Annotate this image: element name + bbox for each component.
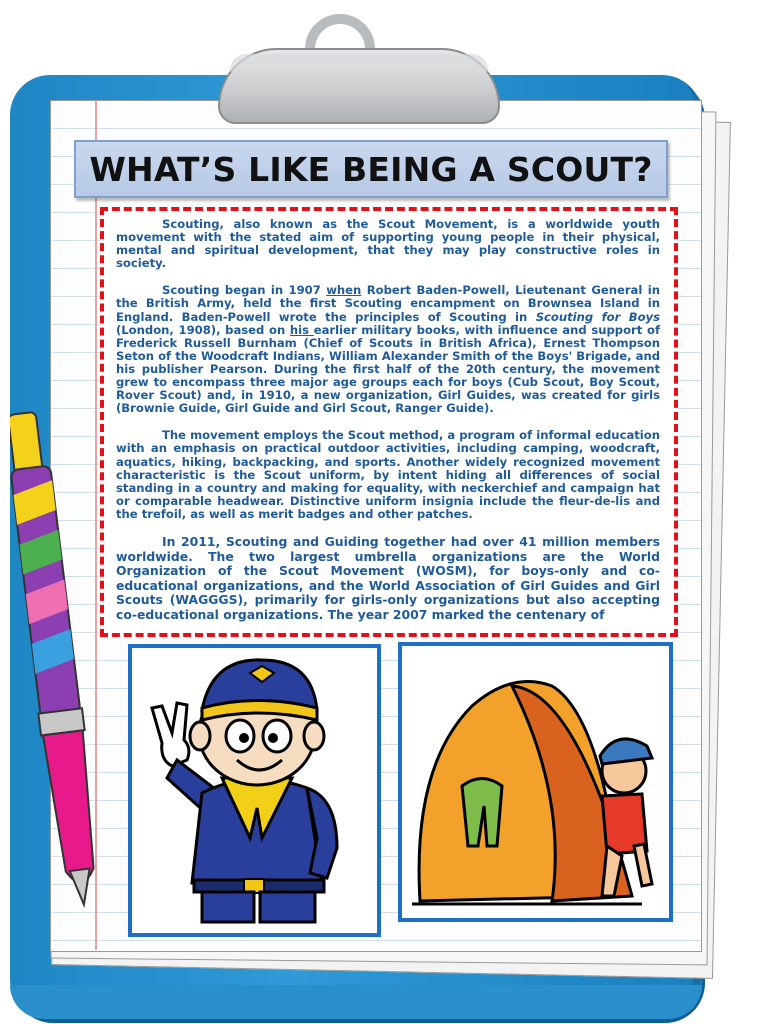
book-title: Scouting for Boys <box>535 309 660 324</box>
paragraph-2-part-d: earlier military books, with influence and support of Frederick Russell Burnham (Chief of Scouts in British Africa), Ernest Thompson Seton of the Woodcraft Indians, William Alexander Smith of the Boys' Brigade, and his publisher Pearson. During the first half of the 20th century, the movement grew to encompass three major age groups each for boys (Cub Scout, Boy Scout, Rover Scout) and, in 1910, a new organization, Girl Guides, was created for girls (Brownie Guide, Girl Guide and Girl Scout, Ranger Guide). <box>116 322 660 416</box>
clip-highlight <box>230 54 488 72</box>
picture-frame-right <box>398 642 673 922</box>
text-frame <box>100 207 678 637</box>
underlined-word-his: his <box>289 322 314 337</box>
paragraph-2-start: Scouting began in 1907 <box>162 283 327 298</box>
pen-icon <box>10 400 120 925</box>
underlined-word-when: when <box>326 283 362 298</box>
paragraph-2-part-b: Robert Baden-Powell, Lieutenant General in the British Army, held the first Scouting encampment on Brownsea Island in England. Baden-Powell wrote the principles of Scouting in <box>116 283 660 324</box>
picture-frame-left <box>128 644 381 937</box>
title-box <box>74 140 668 198</box>
paragraph-2-part-c: (London, 1908), based on <box>116 322 290 337</box>
cub-scout-illustration <box>132 648 377 933</box>
page-title: WHAT’S LIKE BEING A SCOUT? <box>89 149 653 189</box>
paragraph-1: Scouting, also known as the Scout Movement, is a worldwide youth movement with the stated aim of supporting young people in their physical, mental and spiritual development, that they may play constructive roles in society. <box>116 217 660 271</box>
scout-tent-illustration <box>402 646 669 918</box>
clipboard-board-bottom <box>10 985 702 1019</box>
paragraph-4: In 2011, Scouting and Guiding together had over 41 million members worldwide. The two largest umbrella organizations are the World Organization of the Scout Movement (WOSM), for boys-only and co-educational organizations, and the World Association of Girl Guides and Girl Scouts (WAGGGS), primarily for girls-only organizations but also accepting co-educational organizations. The year 2007 marked the centenary of <box>116 533 660 622</box>
paragraph-3: The movement employs the Scout method, a program of informal education with an emphasis on practical outdoor activities, including camping, woodcraft, aquatics, hiking, backpacking, and sports. Another widely recognized movement characteristic is the Scout uniform, by intent hiding all differences of social standing in a country and making for equality, with neckerchief and campaign hat or comparable headwear. Distinctive uniform insignia include the fleur-de-lis and the trefoil, as well as merit badges and other patches. <box>116 428 660 521</box>
paragraph-2 <box>116 284 660 415</box>
